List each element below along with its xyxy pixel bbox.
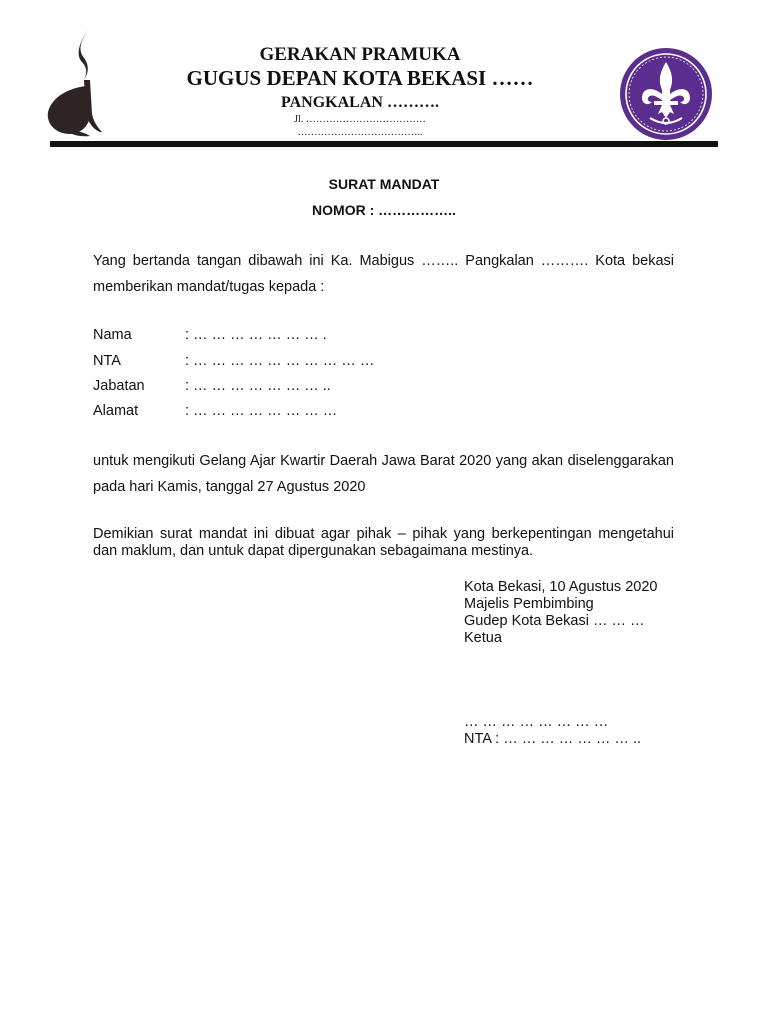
closing-paragraph: Demikian surat mandat ini dibuat agar pihak – pihak yang berkepentingan mengetahui dan maklum, dan untuk dapat dipergunakan sebagaimana mestinya. [93, 526, 674, 559]
signature-role: Ketua [464, 630, 502, 646]
address-line-2: ……………………………….. [297, 127, 423, 138]
signature-name-line: … … … … … … … … [464, 714, 609, 730]
activity-paragraph: untuk mengikuti Gelang Ajar Kwartir Daerah Jawa Barat 2020 yang akan diselenggarakan pada hari Kamis, tanggal 27 Agustus 2020 [93, 453, 674, 495]
field-label-nta: NTA [93, 353, 121, 369]
field-value-nama: : … … … … … … … . [185, 327, 327, 343]
field-value-alamat: : … … … … … … … … [185, 403, 338, 419]
field-label-nama: Nama [93, 327, 132, 343]
field-value-nta: : … … … … … … … … … … [185, 353, 375, 369]
gudep-name: GUGUS DEPAN KOTA BEKASI …… [186, 66, 534, 90]
document-title: SURAT MANDAT [328, 176, 440, 192]
pangkalan-name: PANGKALAN ………. [281, 94, 439, 111]
signature-nta: NTA : … … … … … … … .. [464, 731, 641, 747]
signature-unit: Gudep Kota Bekasi … … … [464, 613, 645, 629]
org-name: GERAKAN PRAMUKA [259, 44, 461, 65]
tunas-kelapa-logo-icon [44, 28, 106, 138]
field-label-jabatan: Jabatan [93, 378, 145, 394]
header-divider [50, 141, 718, 147]
address-line-1: Jl. ……………………………… [294, 114, 426, 125]
field-value-jabatan: : … … … … … … … .. [185, 378, 331, 394]
intro-paragraph: Yang bertanda tangan dibawah ini Ka. Mabigus …….. Pangkalan ………. Kota bekasi memberikan mandat/tugas kepada : [93, 253, 674, 295]
signature-place-date: Kota Bekasi, 10 Agustus 2020 [464, 579, 658, 595]
field-label-alamat: Alamat [93, 403, 139, 419]
world-scout-emblem-icon [618, 46, 714, 142]
document-number: NOMOR : …………….. [312, 202, 456, 218]
signature-body: Majelis Pembimbing [464, 596, 594, 612]
